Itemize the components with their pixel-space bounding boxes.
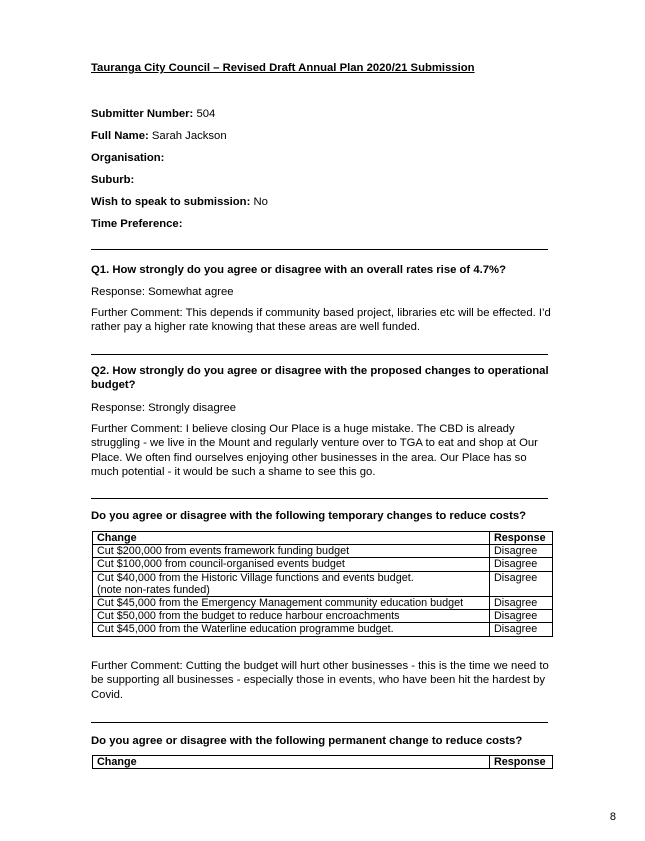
q2-comment-line: struggling - we live in the Mount and regularly venture over to TGA to eat and shop at Our: [91, 437, 538, 450]
change-cell: [93, 571, 490, 596]
q1-comment: [91, 306, 553, 335]
q2-comment-line: Further Comment: I believe closing Our Place is a huge mistake. The CBD is already: [91, 423, 515, 435]
wish-to-speak-field: [91, 195, 268, 209]
divider: [91, 722, 548, 723]
submitter-number-value: 504: [196, 108, 216, 120]
page-number: 8: [609, 811, 616, 823]
q2-comment: [91, 422, 553, 480]
change-cell-line: (note non-rates funded): [97, 583, 210, 596]
change-cell-line: Cut $40,000 from the Historic Village functions and events budget.: [97, 571, 414, 584]
q2-comment-line: Place. We often find ourselves enjoying other businesses in the area. Our Place has so: [91, 451, 527, 464]
change-cell: Cut $50,000 from the budget to reduce harbour encroachments: [93, 610, 490, 623]
table-header-row: [93, 756, 553, 769]
submitter-number-label: Submitter Number:: [91, 108, 194, 120]
table-row: [93, 571, 553, 596]
table-row: [93, 610, 553, 623]
permanent-change-question: Do you agree or disagree with the following permanent change to reduce costs?: [91, 735, 523, 747]
q2-question-line: Q2. How strongly do you agree or disagree with the proposed changes to operational: [91, 365, 549, 377]
q2-comment-line: much potential - it would be such a shame to see this go.: [91, 466, 376, 479]
divider: [91, 354, 548, 355]
temporary-comment-line: be supporting all businesses - especially those in events, who have been hit the hardest by: [91, 674, 546, 687]
full-name-value: Sarah Jackson: [151, 130, 227, 142]
table-row: [93, 597, 553, 610]
q2-question: [91, 364, 551, 392]
response-cell: Disagree: [490, 545, 553, 558]
table-header-row: [93, 532, 553, 545]
header-change: Change: [93, 756, 490, 769]
response-cell: Disagree: [490, 558, 553, 571]
full-name-field: [91, 129, 227, 143]
temporary-changes-table: [92, 531, 553, 637]
organisation-label: Organisation:: [91, 152, 165, 164]
suburb-label: Suburb:: [91, 174, 135, 186]
response-cell: Disagree: [490, 610, 553, 623]
suburb-field: [91, 173, 134, 187]
change-cell: Cut $100,000 from council-organised events budget: [93, 558, 490, 571]
table-row: [93, 623, 553, 636]
header-response: Response: [490, 756, 553, 769]
temporary-comment-line: Further Comment: Cutting the budget will hurt other businesses - this is the time we need to: [91, 660, 549, 672]
wish-to-speak-value: No: [253, 196, 268, 208]
divider: [91, 249, 548, 250]
header-response: Response: [490, 532, 553, 545]
submitter-number-field: [91, 107, 215, 121]
change-cell: Cut $45,000 from the Emergency Management community education budget: [93, 597, 490, 610]
change-cell: Cut $45,000 from the Waterline education programme budget.: [93, 623, 490, 636]
temporary-changes-comment: [91, 659, 553, 702]
divider: [91, 498, 548, 499]
header-change: Change: [93, 532, 490, 545]
change-cell: Cut $200,000 from events framework funding budget: [93, 545, 490, 558]
permanent-change-table: [92, 755, 553, 769]
time-preference-label: Time Preference:: [91, 218, 183, 230]
response-cell: Disagree: [490, 623, 553, 636]
time-preference-field: [91, 217, 182, 231]
q1-comment-line: rather pay a higher rate knowing that these areas are well funded.: [91, 321, 421, 334]
table-row: [93, 558, 553, 571]
q1-question: Q1. How strongly do you agree or disagree with an overall rates rise of 4.7%?: [91, 264, 506, 276]
response-cell: Disagree: [490, 571, 553, 596]
full-name-label: Full Name:: [91, 130, 149, 142]
organisation-field: [91, 151, 164, 165]
q1-response: Response: Somewhat agree: [91, 286, 234, 298]
response-cell: Disagree: [490, 597, 553, 610]
q1-comment-line: Further Comment: This depends if community based project, libraries etc will be effected. I’d: [91, 307, 551, 319]
q2-response: Response: Strongly disagree: [91, 402, 237, 414]
wish-to-speak-label: Wish to speak to submission:: [91, 196, 251, 208]
table-row: [93, 545, 553, 558]
temporary-changes-question: Do you agree or disagree with the following temporary changes to reduce costs?: [91, 510, 527, 522]
q2-question-line: budget?: [91, 379, 136, 391]
document-title: Tauranga City Council – Revised Draft Annual Plan 2020/21 Submission: [91, 62, 475, 74]
temporary-comment-line: Covid.: [91, 688, 124, 701]
